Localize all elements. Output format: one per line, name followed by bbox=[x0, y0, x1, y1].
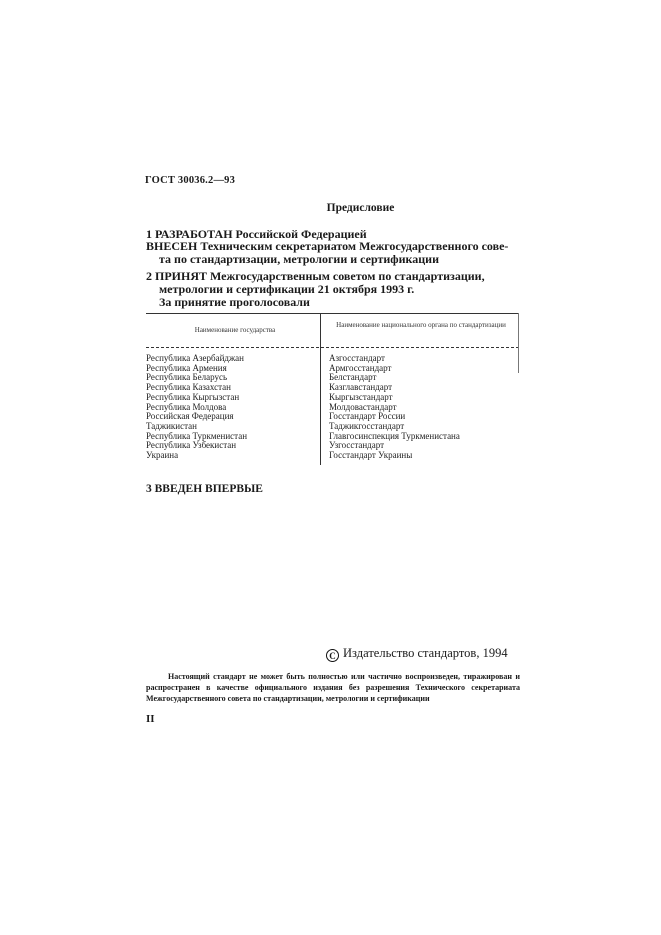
table-cell-authority: Таджикгосстандарт bbox=[329, 420, 405, 431]
section-3: 3 ВВЕДЕН ВПЕРВЫЕ bbox=[146, 483, 263, 495]
table-cell-state: Республика Узбекистан bbox=[146, 440, 237, 451]
table-column-divider bbox=[320, 313, 321, 465]
table-cell-state: Республика Кыргызстан bbox=[146, 391, 240, 402]
table-cell-state: Республика Беларусь bbox=[146, 372, 228, 383]
voting-table bbox=[146, 313, 519, 465]
table-right-edge bbox=[518, 313, 519, 373]
table-cell-authority: Армгосстандарт bbox=[329, 362, 392, 373]
page-title: Предисловие bbox=[326, 202, 395, 214]
table-cell-state: Республика Молдова bbox=[146, 401, 227, 412]
section-2-line-2: метрологии и сертификации 21 октября 1993 г. bbox=[159, 282, 415, 296]
table-cell-authority: Белстандарт bbox=[329, 372, 377, 383]
table-cell-authority: Главгосинспекция Туркменистана bbox=[329, 430, 460, 441]
table-cell-authority: Казглавстандарт bbox=[329, 382, 393, 393]
section-2-line-3: За принятие проголосовали bbox=[159, 295, 310, 309]
document-code: ГОСТ 30036.2—93 bbox=[145, 175, 236, 186]
table-cell-authority: Кыргызстандарт bbox=[329, 391, 393, 402]
table-header-rule bbox=[146, 347, 519, 348]
table-cell-authority: Молдовастандарт bbox=[329, 401, 397, 412]
table-cell-state: Украина bbox=[146, 450, 179, 460]
table-header-state: Наименование государства bbox=[194, 326, 276, 334]
copyright-notice: Настоящий стандарт не может быть полностью или частично воспроизведен, тиражирован и распространен в качестве официального издания без разрешения Технического секретариата Межгосударственного совета по стандартизации, метрологии и сертификации bbox=[146, 672, 520, 703]
table-cell-state: Республика Туркменистан bbox=[146, 430, 248, 441]
table-top-rule bbox=[146, 313, 519, 314]
page-number: II bbox=[146, 713, 155, 725]
table-cell-authority: Госстандарт России bbox=[329, 411, 406, 422]
table-cell-authority: Госстандарт Украины bbox=[329, 450, 413, 460]
copyright-text: Издательство стандартов, 1994 bbox=[343, 646, 508, 660]
table-cell-state: Российская Федерация bbox=[146, 411, 234, 422]
table-cell-state: Республика Азербайджан bbox=[146, 353, 244, 363]
table-cell-authority: Азгосстандарт bbox=[329, 353, 385, 363]
table-header-authority: Наименование национального органа по стандартизации bbox=[336, 321, 506, 329]
table-cell-authority: Узгосстандарт bbox=[329, 440, 385, 451]
section-1-line-1: 1 РАЗРАБОТАН Российской Федерацией bbox=[146, 227, 367, 241]
copyright-icon: С bbox=[326, 649, 339, 662]
section-2-line-1: 2 ПРИНЯТ Межгосударственным советом по стандартизации, bbox=[146, 269, 485, 283]
section-1-line-3: та по стандартизации, метрологии и сертификации bbox=[159, 252, 439, 266]
table-cell-state: Республика Казахстан bbox=[146, 382, 231, 393]
table-cell-state: Республика Армения bbox=[146, 362, 227, 373]
copyright-line bbox=[326, 646, 508, 662]
section-1-line-2: ВНЕСЕН Техническим секретариатом Межгосударственного сове- bbox=[146, 239, 509, 253]
table-cell-state: Таджикистан bbox=[146, 420, 197, 431]
